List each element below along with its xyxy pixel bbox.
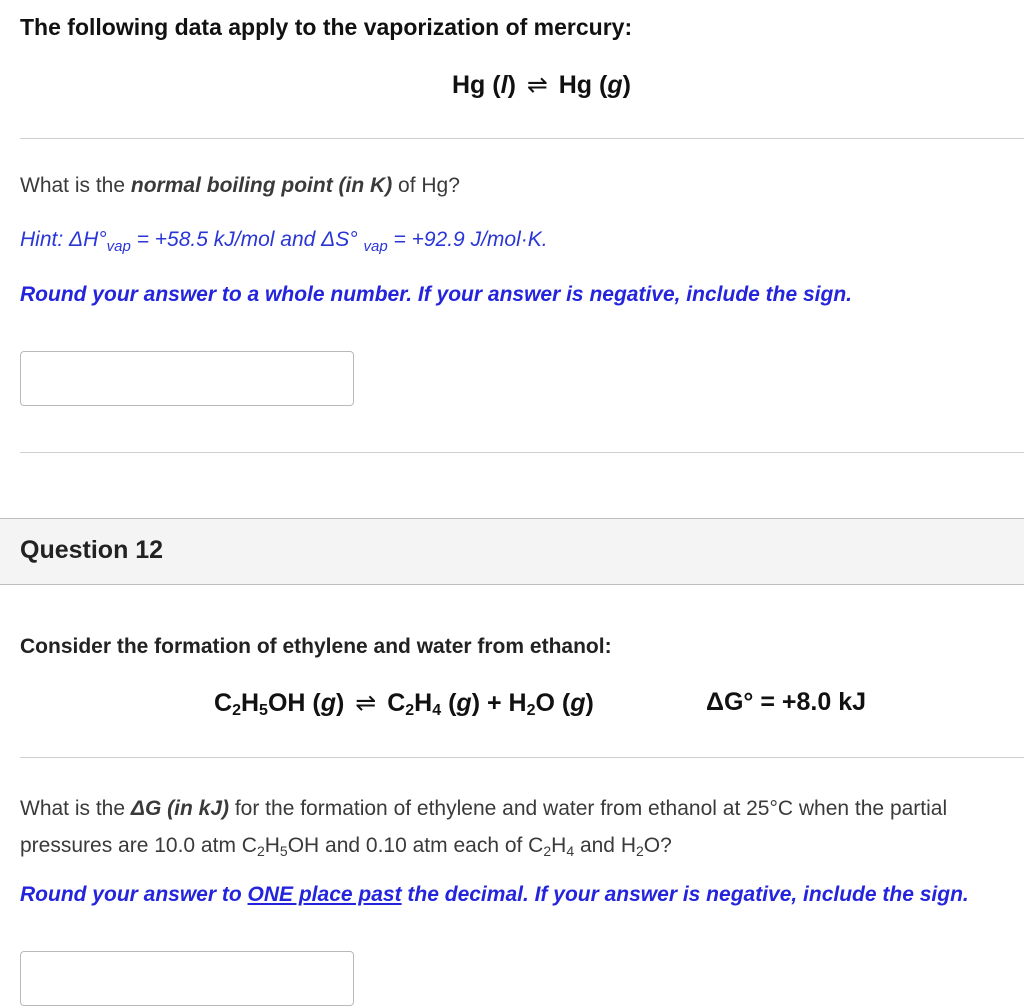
round-underlined: ONE place past (247, 883, 402, 906)
equilibrium-arrow-icon: ⇌ (526, 71, 548, 99)
eq1-close1: ) (507, 71, 516, 99)
q11-hint (20, 228, 548, 255)
eq2-part: OH ( (267, 689, 321, 717)
eq1-left: Hg ( (452, 71, 501, 99)
eq1-right-state: g (607, 71, 623, 99)
divider (20, 138, 1024, 139)
q12-part: O? (643, 834, 672, 857)
eq2-part: ) + H (471, 689, 527, 717)
q11-suffix: of Hg? (392, 174, 460, 197)
q12-sub: 2 (543, 843, 552, 859)
question-12-header (0, 518, 1024, 585)
q12-part: OH and 0.10 atm each of C (287, 834, 544, 857)
eq2-part: ) (336, 689, 345, 717)
q11-prefix: What is the (20, 174, 131, 197)
q11-bold: normal boiling point (in K) (130, 174, 393, 197)
eq2-sub: 2 (405, 702, 415, 719)
eq2-part: C (387, 689, 406, 717)
q12-question (20, 790, 1010, 870)
q11-answer-input[interactable] (20, 351, 354, 406)
eq2-sub: 5 (259, 702, 268, 719)
q12-round-instruction (20, 883, 969, 907)
q12-intro: Consider the formation of ethylene and water from ethanol: (20, 635, 612, 658)
eq2-part: ( (441, 689, 457, 717)
eq1-left-state: l (500, 71, 508, 99)
eq2-sub: 2 (526, 702, 536, 719)
equilibrium-arrow-icon: ⇌ (355, 689, 377, 717)
question-12-title: Question 12 (20, 536, 164, 564)
eq2-state: g (320, 689, 336, 717)
q12-sub: 4 (566, 843, 575, 859)
q12-part: and H (574, 834, 636, 857)
q12-sub: 2 (635, 843, 644, 859)
eq2-sub: 2 (232, 702, 241, 719)
hint-sub2: vap (363, 238, 388, 255)
eq2-part: ) (585, 689, 594, 717)
q12-answer-input[interactable] (20, 951, 354, 1006)
round-a: Round your answer to (20, 883, 248, 906)
q11-question (20, 174, 460, 198)
eq2-part: H (240, 689, 260, 717)
q12-sub: 5 (279, 843, 288, 859)
eq2-sub: 4 (432, 702, 442, 719)
q12-sub: 2 (256, 843, 265, 859)
hint-c: = +92.9 J/mol·K. (387, 228, 548, 251)
eq2-part: O ( (535, 689, 571, 717)
eq1-right: Hg ( (558, 71, 608, 99)
q12-bold: ΔG (in kJ) (130, 797, 229, 820)
q12-part: H (264, 834, 280, 857)
hint-b: = +58.5 kJ/mol and ΔS° (130, 228, 364, 251)
q12-prefix: What is the (20, 797, 131, 820)
divider (20, 452, 1024, 453)
hint-a: Hint: ΔH° (20, 228, 107, 251)
hint-sub1: vap (106, 238, 131, 255)
q11-round-instruction: Round your answer to a whole number. If your answer is negative, include the sign. (20, 283, 852, 306)
ethanol-equation (214, 688, 594, 720)
eq2-state: g (456, 689, 472, 717)
mercury-equation (452, 70, 631, 100)
delta-g-value: ΔG° = +8.0 kJ (706, 688, 867, 716)
eq1-close2: ) (622, 71, 631, 99)
eq2-state: g (570, 689, 586, 717)
q12-part: H (551, 834, 567, 857)
eq2-part: C (214, 689, 233, 717)
divider (20, 757, 1024, 758)
q12-mid: for the formation of ethylene and water from ethanol at 25°C when the partial pressures are 10.0 atm C (20, 797, 948, 857)
intro-text: The following data apply to the vaporization of mercury: (20, 14, 633, 40)
round-b: the decimal. If your answer is negative, include the sign. (401, 883, 969, 906)
eq2-part: H (414, 689, 433, 717)
